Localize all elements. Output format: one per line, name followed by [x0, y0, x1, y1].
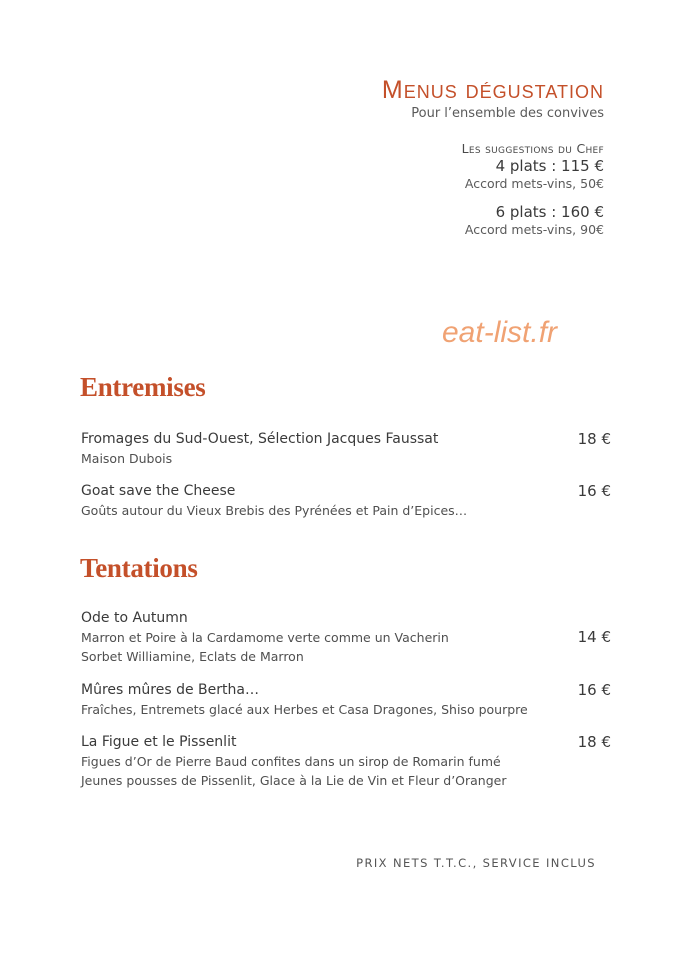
price-notice-footer: PRIX NETS T.T.C., SERVICE INCLUS — [356, 856, 596, 870]
chef-suggestions-label: Les suggestions du Chef — [461, 141, 604, 156]
item-description: Marron et Poire à la Cardamome verte comme un Vacherin — [81, 630, 449, 645]
menu-item — [81, 733, 611, 790]
item-name: Fromages du Sud-Ouest, Sélection Jacques Faussat — [81, 431, 439, 447]
tasting-option-4-accord: Accord mets-vins, 50€ — [464, 176, 604, 191]
section-title-entremises: Entremises — [80, 372, 206, 402]
tasting-title: Menus dégustation — [381, 76, 604, 104]
item-name: Goat save the Cheese — [81, 483, 236, 499]
tasting-subtitle: Pour l’ensemble des convives — [411, 106, 604, 121]
tasting-option-6-accord: Accord mets-vins, 90€ — [464, 222, 604, 237]
menu-item — [81, 681, 611, 719]
item-price: 14 € — [577, 628, 611, 646]
tasting-option-4-plats: 4 plats : 115 € — [495, 157, 604, 175]
tasting-menus-block — [204, 74, 604, 237]
item-description: Jeunes pousses de Pissenlit, Glace à la Lie de Vin et Fleur d’Oranger — [81, 773, 507, 788]
item-name: La Figue et le Pissenlit — [81, 734, 237, 750]
item-description: Goûts autour du Vieux Brebis des Pyrénées et Pain d’Epices… — [81, 503, 468, 518]
menu-item — [81, 482, 611, 520]
menu-item — [81, 609, 611, 666]
item-description: Figues d’Or de Pierre Baud confites dans un sirop de Romarin fumé — [81, 754, 501, 769]
tasting-option-6-plats: 6 plats : 160 € — [495, 203, 604, 221]
item-price: 18 € — [577, 430, 611, 448]
watermark-logo: eat-list.fr — [442, 316, 558, 349]
item-price: 16 € — [577, 482, 611, 500]
item-description: Maison Dubois — [81, 451, 173, 466]
item-description: Fraîches, Entremets glacé aux Herbes et Casa Dragones, Shiso pourpre — [81, 702, 528, 717]
item-name: Mûres mûres de Bertha… — [81, 682, 259, 698]
section-title-tentations: Tentations — [80, 553, 198, 583]
item-price: 16 € — [577, 681, 611, 699]
item-name: Ode to Autumn — [81, 610, 188, 626]
menu-item — [81, 430, 611, 468]
item-price: 18 € — [577, 733, 611, 751]
item-description: Sorbet Williamine, Eclats de Marron — [81, 649, 304, 664]
